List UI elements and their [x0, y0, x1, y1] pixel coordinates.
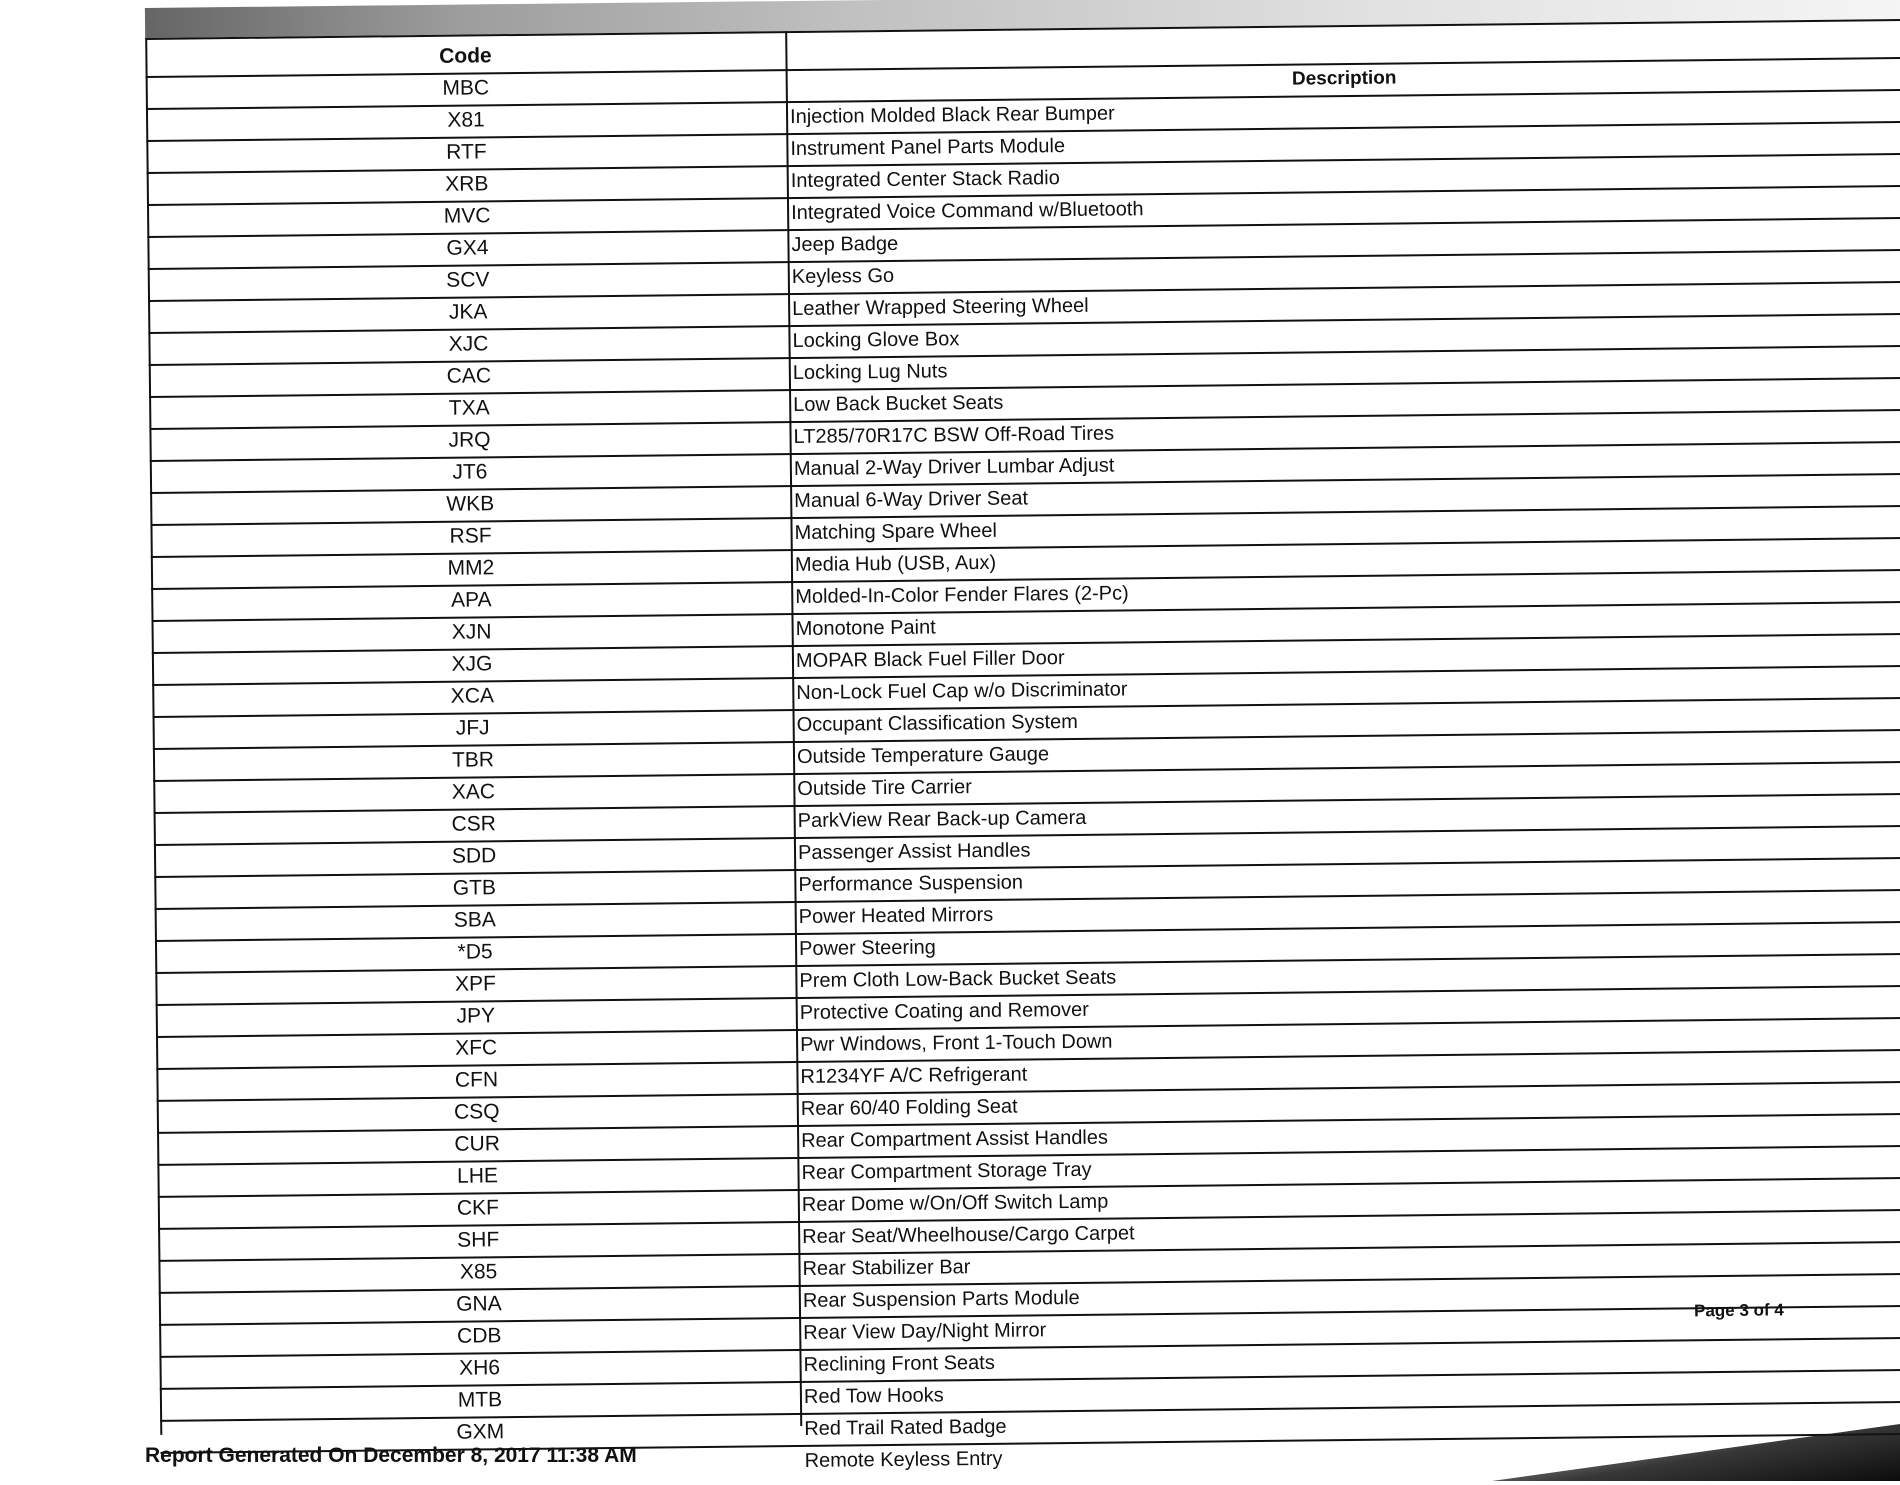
option-code: XAC	[451, 780, 496, 804]
option-description: Prem Cloth Low-Back Bucket Seats	[799, 966, 1117, 992]
option-code: CKF	[456, 1196, 499, 1220]
option-code: SHF	[457, 1228, 500, 1252]
option-description: Reclining Front Seats	[803, 1351, 995, 1376]
option-code: SBA	[453, 908, 496, 932]
option-description: Monotone Paint	[795, 616, 936, 640]
option-description: Rear Seat/Wheelhouse/Cargo Carpet	[802, 1222, 1135, 1248]
option-description: Outside Temperature Gauge	[796, 743, 1050, 768]
option-code: XRB	[445, 172, 489, 196]
option-description: Jeep Badge	[791, 232, 899, 257]
option-code: GNA	[456, 1292, 502, 1316]
option-code: XPF	[454, 972, 496, 996]
option-code: RSF	[449, 524, 492, 548]
option-description: Performance Suspension	[798, 871, 1024, 896]
option-description: Red Trail Rated Badge	[804, 1415, 1007, 1440]
option-code: CSQ	[453, 1100, 500, 1124]
option-description: Low Back Bucket Seats	[793, 391, 1004, 417]
option-description: Non-Lock Fuel Cap w/o Discriminator	[796, 678, 1128, 704]
option-description: Manual 2-Way Driver Lumbar Adjust	[793, 454, 1115, 481]
option-code: JPY	[456, 1004, 496, 1028]
option-code: MM2	[447, 556, 495, 580]
option-code: GX4	[446, 236, 489, 260]
option-description: Remote Keyless Entry	[804, 1447, 1003, 1472]
option-code: GTB	[452, 876, 497, 900]
option-code: MTB	[457, 1388, 503, 1412]
option-code: LHE	[456, 1164, 499, 1188]
description-column-header: Description	[1291, 67, 1397, 90]
option-description: Rear Compartment Assist Handles	[801, 1126, 1109, 1152]
option-code: JT6	[452, 460, 488, 484]
option-description: Passenger Assist Handles	[797, 839, 1031, 864]
option-description: Rear Suspension Parts Module	[802, 1286, 1080, 1312]
report-footer: Report Generated On December 8, 2017 11:38 AM	[145, 1444, 637, 1467]
option-code: GXM	[456, 1420, 505, 1444]
option-code: JKA	[448, 300, 488, 324]
option-description: Manual 6-Way Driver Seat	[794, 487, 1029, 513]
option-description: Integrated Center Stack Radio	[790, 167, 1060, 193]
option-description: ParkView Rear Back-up Camera	[797, 806, 1087, 832]
option-code: JRQ	[448, 428, 491, 452]
page-number: Page 3 of 4	[1693, 1300, 1784, 1321]
option-description: Keyless Go	[791, 264, 895, 289]
option-description: Rear Stabilizer Bar	[802, 1256, 971, 1280]
option-description: R1234YF A/C Refrigerant	[800, 1063, 1028, 1088]
option-code: X85	[459, 1260, 498, 1284]
option-description: Rear Dome w/On/Off Switch Lamp	[801, 1190, 1109, 1216]
option-description: Outside Tire Carrier	[797, 776, 972, 800]
option-description: Instrument Panel Parts Module	[790, 135, 1066, 161]
option-code: TXA	[448, 396, 490, 420]
option-code: MBC	[442, 76, 490, 100]
option-description: Media Hub (USB, Aux)	[794, 551, 997, 576]
option-code: X81	[447, 108, 485, 132]
option-description: Matching Spare Wheel	[794, 519, 998, 545]
option-code: TBR	[451, 748, 495, 772]
option-description: Occupant Classification System	[796, 710, 1079, 736]
option-description: Rear 60/40 Folding Seat	[800, 1095, 1018, 1120]
option-description: Red Tow Hooks	[803, 1384, 944, 1408]
option-description: Locking Lug Nuts	[792, 360, 948, 385]
option-code: XCA	[450, 684, 495, 708]
option-description: Leather Wrapped Steering Wheel	[792, 294, 1089, 321]
option-description: Rear View Day/Night Mirror	[803, 1319, 1047, 1344]
option-code: XJC	[448, 332, 489, 356]
option-code: CSR	[451, 812, 497, 836]
option-code: SCV	[446, 268, 490, 292]
option-description: Integrated Voice Command w/Bluetooth	[791, 198, 1144, 225]
option-description: Power Steering	[798, 936, 936, 960]
option-code: XJN	[451, 620, 492, 644]
option-description: Pwr Windows, Front 1-Touch Down	[800, 1030, 1113, 1056]
option-code: APA	[450, 588, 492, 612]
option-description: Power Heated Mirrors	[798, 903, 994, 928]
option-description: Protective Coating and Remover	[799, 998, 1089, 1024]
code-column-header: Code	[439, 44, 492, 68]
option-code: CDB	[456, 1324, 502, 1348]
option-code: XFC	[455, 1036, 498, 1060]
option-description: Injection Molded Black Rear Bumper	[789, 102, 1115, 129]
option-code: RTF	[446, 140, 487, 164]
option-description: Locking Glove Box	[792, 328, 960, 353]
option-description: MOPAR Black Fuel Filler Door	[795, 647, 1065, 672]
option-code: CFN	[454, 1068, 499, 1092]
option-code: SDD	[451, 844, 497, 868]
option-code: CUR	[454, 1132, 501, 1156]
option-description: Rear Compartment Storage Tray	[801, 1158, 1092, 1184]
option-code: JFJ	[455, 716, 490, 740]
option-code: MVC	[443, 204, 491, 228]
option-code: CAC	[446, 364, 492, 388]
option-code: WKB	[446, 492, 495, 516]
option-code: *D5	[457, 940, 493, 964]
option-code: XH6	[459, 1356, 501, 1380]
option-description: LT285/70R17C BSW Off-Road Tires	[793, 422, 1115, 449]
option-description: Molded-In-Color Fender Flares (2-Pc)	[795, 582, 1129, 608]
option-code: XJG	[451, 652, 493, 676]
